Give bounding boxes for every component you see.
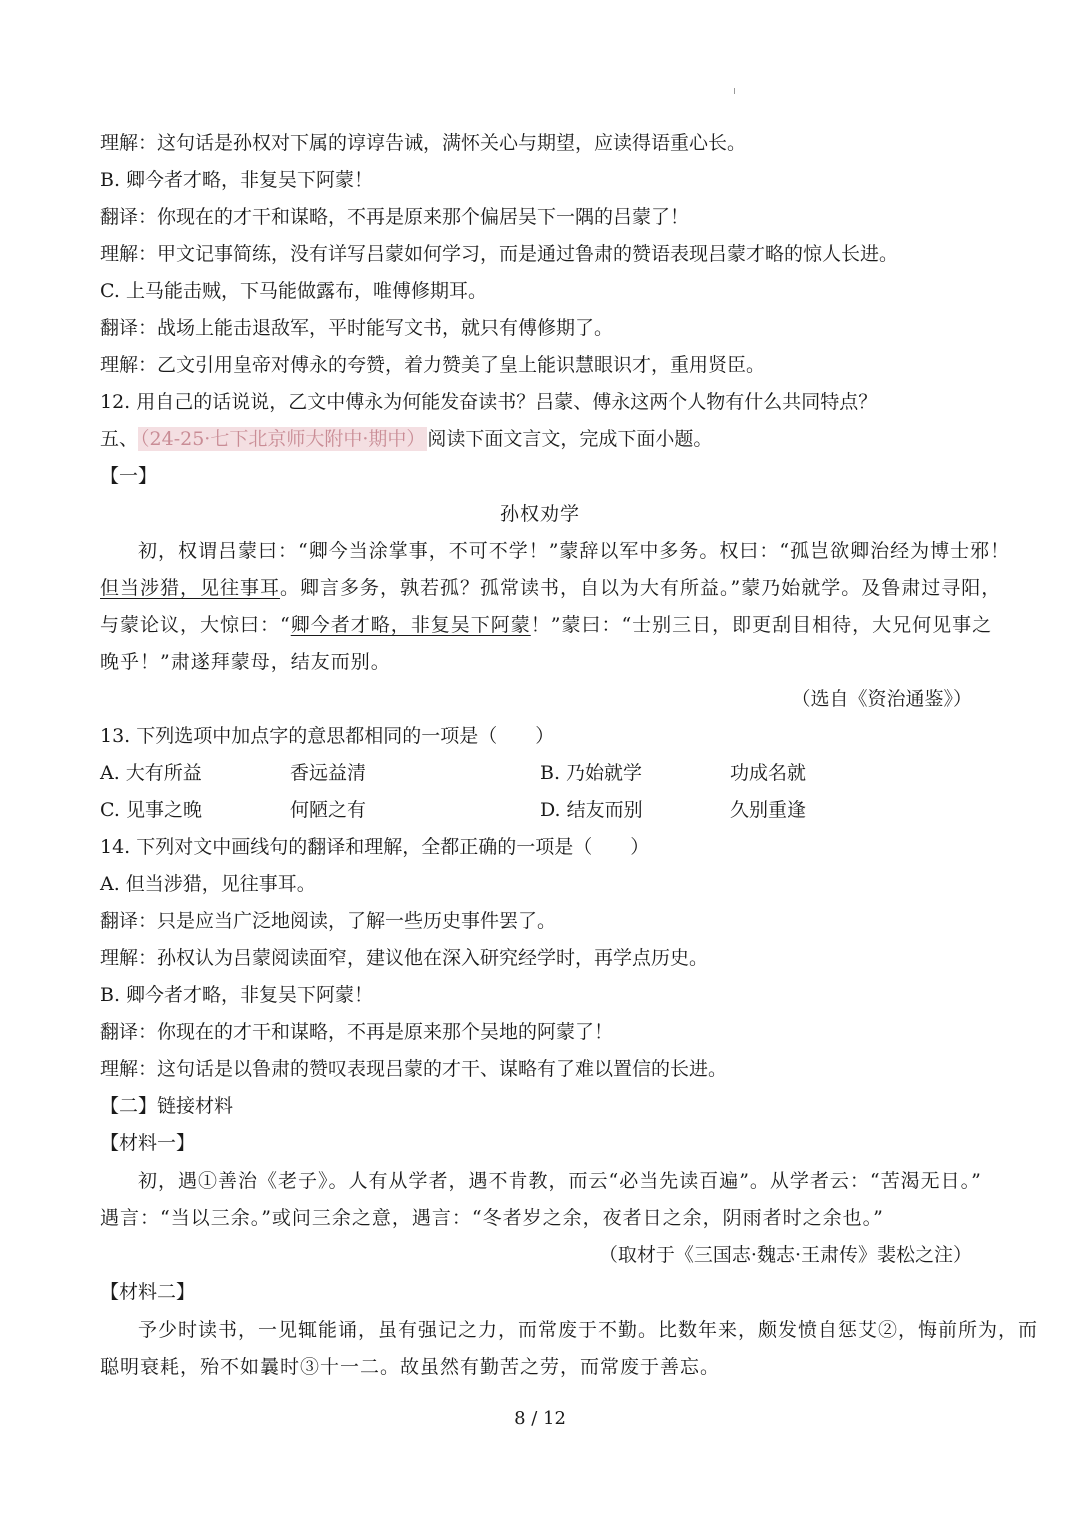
- passage-text: ！”蒙曰：“士别三日，即更刮目相待，大兄何见事之: [530, 614, 993, 636]
- text-line: 理解：乙文引用皇帝对傅永的夸赞，着力赞美了皇上能识慧眼识才，重用贤臣。: [100, 354, 766, 376]
- part-1-label: 【一】: [100, 465, 158, 487]
- material-1-line: 初，遇①善治《老子》。人有从学者，遇不肯教，而云“必当先读百遍”。从学者云：“苦渴无日。”: [138, 1170, 982, 1192]
- source-tag: （24-25·七下北京师大附中·期中）: [140, 428, 426, 450]
- option-c: C. 上马能击贼，下马能做露布，唯傅修期耳。: [100, 280, 487, 302]
- option-b: B. 卿今者才略，非复吴下阿蒙！: [100, 169, 374, 191]
- passage-text: 。卿言多务，孰若孤？孤常读书，自以为大有所益。”蒙乃始就学。及鲁肃过寻阳，: [280, 577, 1002, 599]
- text-line: 理解：甲文记事简练，没有详写吕蒙如何学习，而是通过鲁肃的赞语表现吕蒙才略的惊人长进。: [100, 243, 899, 265]
- part-2-label: 【二】链接材料: [100, 1095, 234, 1117]
- text-line: 翻译：你现在的才干和谋略，不再是原来那个吴地的阿蒙了！: [100, 1021, 614, 1043]
- q14-option-b: B. 卿今者才略，非复吴下阿蒙！: [100, 984, 374, 1006]
- text-line: 理解：这句话是孙权对下属的谆谆告诫，满怀关心与期望，应读得语重心长。: [100, 132, 747, 154]
- section-5-heading: [100, 426, 712, 452]
- question-14: 14. 下列对文中画线句的翻译和理解，全都正确的一项是（ ）: [100, 836, 650, 858]
- q13-option-c-compare: 何陋之有: [290, 799, 367, 821]
- section-instruction: 阅读下面文言文，完成下面小题。: [427, 428, 713, 450]
- page-corner-mark: [734, 88, 735, 94]
- q13-option-a: A. 大有所益: [100, 762, 202, 784]
- q13-option-a-compare: 香远益清: [290, 762, 367, 784]
- q13-option-b: B. 乃始就学: [540, 762, 643, 784]
- q14-option-a: A. 但当涉猎，见往事耳。: [100, 873, 316, 895]
- passage-text: 与蒙论议，大惊曰：“: [100, 614, 291, 636]
- question-12: 12. 用自己的话说说，乙文中傅永为何能发奋读书？吕蒙、傅永这两个人物有什么共同特点？: [100, 391, 878, 413]
- material-1-line: 遇言：“当以三余。”或问三余之意，遇言：“冬者岁之余，夜者日之余，阴雨者时之余也。”: [100, 1207, 884, 1229]
- text-line: 理解：孙权认为吕蒙阅读面窄，建议他在深入研究经学时，再学点历史。: [100, 947, 709, 969]
- material-2-line: 聪明衰耗，殆不如曩时③十一二。故虽然有勤苦之劳，而常废于善忘。: [100, 1356, 721, 1378]
- section-prefix: 五、: [100, 428, 139, 450]
- q13-option-d: D. 结友而别: [540, 799, 643, 821]
- underlined-sentence-a: 但当涉猎，见往事耳: [100, 577, 281, 599]
- underlined-sentence-b: 卿今者才略，非复吴下阿蒙: [290, 614, 531, 636]
- passage-line: 初，权谓吕蒙曰：“卿今当涂掌事，不可不学！”蒙辞以军中多务。权曰：“孤岂欲卿治经为博士邪！: [138, 540, 1011, 562]
- q13-option-d-compare: 久别重逢: [730, 799, 807, 821]
- text-line: 理解：这句话是以鲁肃的赞叹表现吕蒙的才干、谋略有了难以置信的长进。: [100, 1058, 728, 1080]
- page-number: 8 / 12: [514, 1408, 566, 1429]
- material-1-source: （取材于《三国志·魏志·王肃传》裴松之注）: [598, 1244, 972, 1266]
- question-13: 13. 下列选项中加点字的意思都相同的一项是（ ）: [100, 725, 555, 747]
- text-line: 翻译：战场上能击退敌军，平时能写文书，就只有傅修期了。: [100, 317, 614, 339]
- passage-line: [100, 575, 1001, 601]
- text-line: 翻译：你现在的才干和谋略，不再是原来那个偏居吴下一隅的吕蒙了！: [100, 206, 690, 228]
- material-2-line: 予少时读书，一见辄能诵，虽有强记之力，而常废于不勤。比数年来，颇发愤自惩艾②，悔前所为，而: [138, 1319, 1039, 1341]
- text-line: 翻译：只是应当广泛地阅读，了解一些历史事件罢了。: [100, 910, 557, 932]
- passage-source: （选自《资治通鉴》）: [791, 688, 972, 710]
- material-2-label: 【材料二】: [100, 1281, 196, 1303]
- q13-option-b-compare: 功成名就: [730, 762, 807, 784]
- passage-title: 孙权劝学: [499, 503, 580, 525]
- material-1-label: 【材料一】: [100, 1132, 196, 1154]
- q13-option-c: C. 见事之晚: [100, 799, 202, 821]
- passage-line: [100, 612, 992, 638]
- passage-line: 晚乎！”肃遂拜蒙母，结友而别。: [100, 651, 391, 673]
